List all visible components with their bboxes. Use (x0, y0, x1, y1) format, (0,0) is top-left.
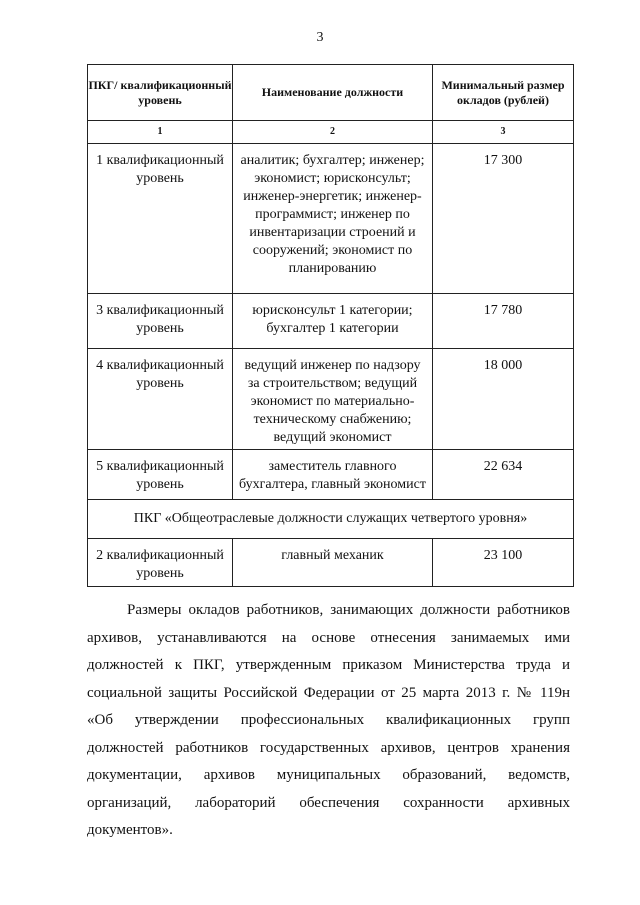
qualification-level-cell: 4 квалификационный уровень (88, 349, 233, 450)
group-title: ПКГ «Общеотраслевые должности служащих четвертого уровня» (88, 500, 574, 539)
qualification-level-cell: 5 квалификационный уровень (88, 450, 233, 500)
positions-cell: аналитик; бухгалтер; инженер; экономист; юрисконсульт; инженер-энергетик; инженер-программист; инженер по инвентаризации строений и сооружений; экономист по планированию (233, 144, 433, 294)
header-position-name: Наименование должности (233, 65, 433, 121)
table-row (88, 144, 574, 294)
salary-cell: 23 100 (433, 539, 574, 587)
column-number: 3 (433, 121, 574, 144)
salary-cell: 22 634 (433, 450, 574, 500)
column-number: 1 (88, 121, 233, 144)
salary-cell: 17 300 (433, 144, 574, 294)
qualification-level-cell: 2 квалификационный уровень (88, 539, 233, 587)
column-number: 2 (233, 121, 433, 144)
table-row (88, 294, 574, 349)
salary-table (87, 64, 574, 587)
column-number-row (88, 121, 574, 144)
positions-cell: ведущий инженер по надзору за строительством; ведущий экономист по материально-техническому снабжению; ведущий экономист (233, 349, 433, 450)
table-header-row (88, 65, 574, 121)
group-title-row (88, 500, 574, 539)
qualification-level-cell: 3 квалификационный уровень (88, 294, 233, 349)
body-paragraph: Размеры окладов работников, занимающих должности работников архивов, устанавливаются на основе отнесения занимаемых ими должностей к ПКГ, утвержденным приказом Министерства труда и социальной защиты Российской Федерации от 25 марта 2013 г. № 119н «Об утверждении профессиональных квалификационных групп должностей работников государственных архивов, центров хранения документации, архивов муниципальных образований, ведомств, организаций, лабораторий обеспечения сохранности архивных документов». (87, 602, 570, 838)
table-row (88, 539, 574, 587)
header-qualification-level: ПКГ/ квалификационный уровень (88, 65, 233, 121)
positions-cell: заместитель главного бухгалтера, главный экономист (233, 450, 433, 500)
page-number: 3 (316, 30, 324, 45)
table-row (88, 450, 574, 500)
salary-cell: 18 000 (433, 349, 574, 450)
header-min-salary: Минимальный размер окладов (рублей) (433, 65, 574, 121)
salary-cell: 17 780 (433, 294, 574, 349)
positions-cell: главный механик (233, 539, 433, 587)
table-row (88, 349, 574, 450)
qualification-level-cell: 1 квалификационный уровень (88, 144, 233, 294)
positions-cell: юрисконсульт 1 категории; бухгалтер 1 категории (233, 294, 433, 349)
